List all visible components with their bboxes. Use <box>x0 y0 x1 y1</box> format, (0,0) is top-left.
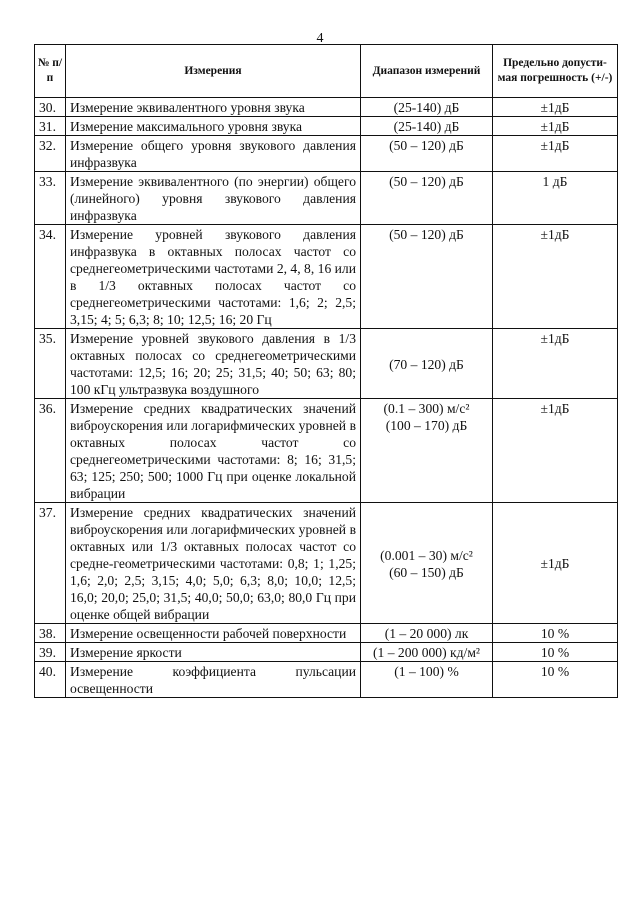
range-line: (50 – 120) дБ <box>389 174 464 189</box>
row-range <box>361 329 493 399</box>
row-error: ±1дБ <box>493 399 618 503</box>
row-measurement: Измерение средних квадратических значений виброускорения или логарифмических уровней в октавных или 1/3 октавных полосах частот со средне-геометрическими частотами: 0,8; 1; 1,25; 1,6; 2,0; 2,5; 3,15; 4,0; 5,0; 6,3; 8,0; 10,0; 12,5; 16,0; 20,0; 25,0; 31,5; 40,0; 50,0; 63,0; 80,0 Гц при оценке общей вибрации <box>66 503 361 624</box>
row-number: 32. <box>35 136 66 172</box>
row-error: ±1дБ <box>493 136 618 172</box>
table-row <box>35 503 618 624</box>
row-measurement: Измерение средних квадратических значений виброускорения или логарифмических уровней в октавных полосах частот со среднегеометрическими частотами: 8; 16; 31,5; 63; 125; 250; 500; 1000 Гц при оценке локальной вибрации <box>66 399 361 503</box>
table-row <box>35 117 618 136</box>
row-range <box>361 225 493 329</box>
row-measurement: Измерение коэффициента пульсации освещенности <box>66 662 361 698</box>
row-error: ±1дБ <box>493 225 618 329</box>
row-range <box>361 643 493 662</box>
row-measurement: Измерение яркости <box>66 643 361 662</box>
row-number: 31. <box>35 117 66 136</box>
row-measurement: Измерение эквивалентного (по энергии) общего (линейного) уровня звукового давления инфразвука <box>66 172 361 225</box>
range-line: (0.1 – 300) м/с² <box>383 401 470 416</box>
header-measurement: Измерения <box>66 45 361 98</box>
row-error: ±1дБ <box>493 329 618 399</box>
range-line: (25-140) дБ <box>393 100 460 115</box>
row-measurement: Измерение освещенности рабочей поверхности <box>66 624 361 643</box>
row-range <box>361 662 493 698</box>
range-line: (0.001 – 30) м/с² <box>380 547 473 563</box>
range-line: (1 – 200 000) кд/м² <box>373 645 480 660</box>
row-number: 36. <box>35 399 66 503</box>
header-number: № п/п <box>35 45 66 98</box>
row-range <box>361 399 493 503</box>
row-number: 34. <box>35 225 66 329</box>
page-number: 4 <box>316 31 324 46</box>
row-number: 30. <box>35 98 66 117</box>
row-measurement: Измерение эквивалентного уровня звука <box>66 98 361 117</box>
row-measurement: Измерение максимального уровня звука <box>66 117 361 136</box>
row-number: 39. <box>35 643 66 662</box>
row-error: ±1дБ <box>493 98 618 117</box>
row-error: ±1дБ <box>493 503 618 624</box>
row-number: 38. <box>35 624 66 643</box>
table-row <box>35 136 618 172</box>
range-line: (25-140) дБ <box>393 119 460 134</box>
row-measurement: Измерение уровней звукового давления инфразвука в октавных полосах частот со среднегеометрическими частотами 2, 4, 8, 16 или в 1/3 октавных полосах частот со среднегеометрическими частотами: 1,6; 2; 2,5; 3,15; 4; 5; 6,3; 8; 10; 12,5; 16; 20 Гц <box>66 225 361 329</box>
table-row <box>35 329 618 399</box>
row-range <box>361 98 493 117</box>
table-row <box>35 624 618 643</box>
row-range <box>361 503 493 624</box>
row-error: 10 % <box>493 624 618 643</box>
row-number: 35. <box>35 329 66 399</box>
table-row <box>35 172 618 225</box>
range-line: (1 – 20 000) лк <box>384 626 469 641</box>
row-error: 10 % <box>493 643 618 662</box>
table-row <box>35 643 618 662</box>
row-error: ±1дБ <box>493 117 618 136</box>
row-measurement: Измерение общего уровня звукового давления инфразвука <box>66 136 361 172</box>
row-range <box>361 624 493 643</box>
range-line: (50 – 120) дБ <box>389 227 464 242</box>
table-row <box>35 399 618 503</box>
row-range <box>361 136 493 172</box>
row-number: 37. <box>35 503 66 624</box>
range-line: (70 – 120) дБ <box>389 356 464 372</box>
table-row <box>35 662 618 698</box>
range-line: (100 – 170) дБ <box>385 418 468 433</box>
header-error: Предельно допусти-мая погрешность (+/-) <box>493 45 618 98</box>
table-header-row <box>35 45 618 98</box>
row-range <box>361 172 493 225</box>
row-range <box>361 117 493 136</box>
row-number: 40. <box>35 662 66 698</box>
row-error: 1 дБ <box>493 172 618 225</box>
range-line: (60 – 150) дБ <box>389 564 464 580</box>
table-row <box>35 225 618 329</box>
range-line: (50 – 120) дБ <box>389 138 464 153</box>
table-row <box>35 98 618 117</box>
header-range: Диапазон измерений <box>361 45 493 98</box>
range-line: (1 – 100) % <box>394 664 459 679</box>
measurements-table <box>34 44 618 698</box>
row-measurement: Измерение уровней звукового давления в 1/3 октавных полосах со среднегеометрическими частотами: 12,5; 16; 20; 25; 31,5; 40; 50; 63; 80; 100 кГц ультразвука воздушного <box>66 329 361 399</box>
row-error: 10 % <box>493 662 618 698</box>
row-number: 33. <box>35 172 66 225</box>
